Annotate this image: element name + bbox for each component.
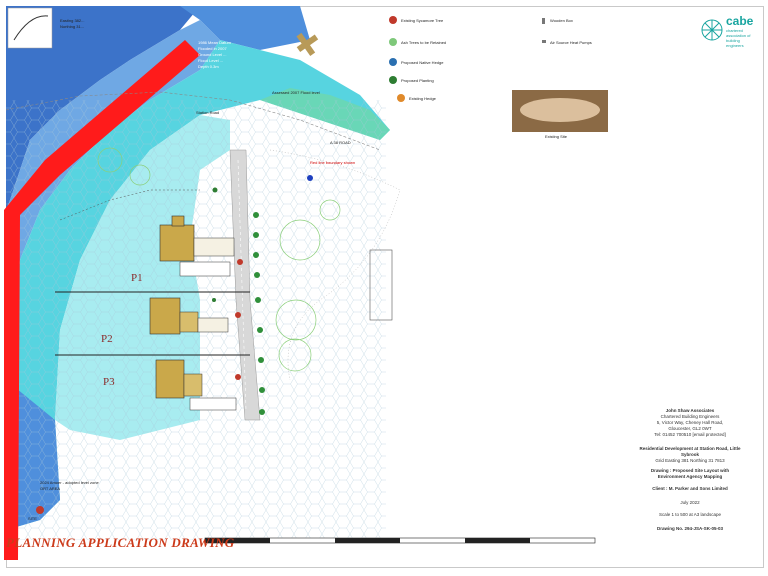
- legend-item-right: Air Source Heat Pumps: [550, 40, 592, 45]
- planning-application-title: PLANNING APPLICATION DRAWING: [6, 535, 235, 550]
- drawing-title: Environment Agency Mapping: [657, 474, 723, 479]
- photo-caption: Existing Site: [545, 134, 568, 139]
- sycamore-legend-icon: [389, 16, 397, 24]
- plot-label-p1: P1: [131, 272, 143, 284]
- legend-item: Ash Trees to be Retained: [401, 40, 447, 45]
- ea-note: 2024 Amoer - adopted level zone: [40, 480, 99, 485]
- firm-address: Gloucester, GL2 0WT: [668, 426, 712, 431]
- road-label-2: A 38 ROAD: [330, 140, 351, 145]
- drawing-date: July 2022: [680, 500, 700, 505]
- legend-item: Existing Hedge: [409, 96, 436, 101]
- scale-box: [8, 8, 52, 48]
- logo-tagline: building: [726, 38, 740, 43]
- scale-bar: [205, 538, 595, 543]
- plot-label-p3: P3: [103, 376, 115, 388]
- cabe-logo-icon: [702, 20, 722, 40]
- logo-tagline: engineers: [726, 43, 744, 48]
- ea-note: ORT AREA: [40, 486, 61, 491]
- easting-label: Easting 382...: [60, 18, 85, 23]
- ash-legend-icon: [389, 38, 397, 46]
- project-title: Residential Development at Station Road, Little: [639, 446, 741, 451]
- hedge-legend-icon: [389, 58, 397, 66]
- client-name: Client : M. Parker and Sons Limited: [652, 486, 728, 491]
- logo-tagline: chartered: [726, 28, 743, 33]
- firm-sub: Chartered Building Engineers: [660, 414, 720, 419]
- site-marker-label: SITE: [28, 516, 37, 521]
- legend-item: Existing Sycamore Tree: [401, 18, 444, 23]
- flood-level-note: Assessed 2007 Flood level: [272, 90, 320, 95]
- heat-pump-icon: [542, 40, 546, 43]
- project-title: Sybrook: [680, 452, 699, 457]
- datum-label: Flood Level ...: [198, 58, 224, 63]
- firm-name: John Shaw Associates: [665, 408, 715, 413]
- existing-hedge-legend-icon: [397, 94, 405, 102]
- firm-address: 5, Victor Way, Cheney Hall Road,: [656, 420, 724, 425]
- firm-contact: Tel: 01452 700510 [email protected]: [654, 432, 726, 437]
- datum-label: Depth 0.3m: [198, 64, 219, 69]
- datum-label: Ground Level ...: [198, 52, 227, 57]
- logo-name: cabe: [726, 14, 754, 28]
- drawing-number: Drawing No. 294-JSA-SK-05-03: [656, 526, 724, 531]
- grid-reference: Grid Easting 381 Northing 31 7813: [655, 458, 725, 463]
- drawing-scale: Scale 1 to 500 at A3 landscape: [658, 512, 722, 517]
- planting-legend-icon: [389, 76, 397, 84]
- red-line-note: Red line boundary shown: [310, 160, 356, 165]
- plot-label-p2: P2: [101, 333, 113, 345]
- legend-item-right: Wooden Box: [550, 18, 573, 23]
- drawing-title: Drawing : Proposed Site Layout with: [650, 468, 730, 473]
- legend-item: Proposed Native Hedge: [401, 60, 444, 65]
- northing-label: Northing 31...: [60, 24, 85, 29]
- logo-tagline: association of: [726, 33, 751, 38]
- road-label: Station Road: [196, 110, 220, 115]
- datum-label: Flooded in 2007: [198, 46, 227, 51]
- datum-label: 1986 Mean Datum: [198, 40, 231, 45]
- legend-item: Proposed Planting: [401, 78, 434, 83]
- wooden-box-icon: [542, 18, 545, 24]
